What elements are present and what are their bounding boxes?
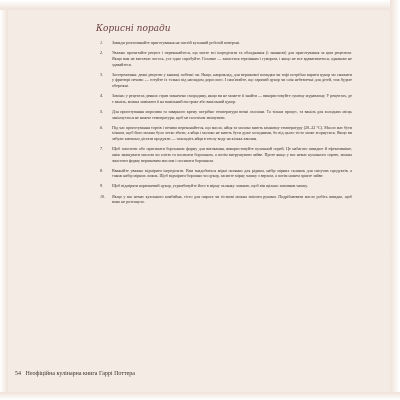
page-edge-right (390, 0, 400, 400)
tips-list (100, 40, 352, 209)
tip-text: Щоб відміряти коричневий цукор, утрамбовуйте його в мірну склянку ложкою, щоб він щільно заповнив чашку. (112, 183, 308, 189)
tip-number: 2. (100, 50, 104, 56)
page-footer (15, 371, 135, 377)
tip-number: 8. (100, 167, 104, 173)
tip-item (100, 125, 352, 142)
tip-item (100, 183, 352, 189)
tip-number: 9. (100, 183, 104, 189)
book-title: Неофіційна кулінарна книга Гаррі Поттера (25, 371, 135, 377)
tip-number: 10. (100, 193, 106, 199)
tip-number: 4. (100, 93, 104, 99)
tip-item (100, 146, 352, 163)
tip-number: 5. (100, 108, 104, 114)
tip-number: 3. (100, 71, 104, 77)
page-edge-bottom (0, 392, 400, 400)
tip-text: Заміна: у рецептах деяких страв зазначено смородину, якщо ви не можете її знайти — використовуйте сушену журавлину. У рецептах, де є ваніль, можна замінити її на ванільний екстракт або ванільний цукор. (112, 93, 352, 104)
tip-text: Для приготування морозива та заварного крему потрібно температури вочні охолони. Та тільки процес, та ваніль для холодних місць закінчується не нижче температури, щоб не поспіхом змішувати. (112, 108, 352, 120)
tip-text: Щоб змастити або присипати борошном форму для випікання, використовуйте кухонний спрей. Це набагато швидше й ефективніше, аніж змащувати маслом чи олією та посипати борошном, а потім витрушувати зайве. Проте якщо у вас немає кухонного спрею, можна змастити форму вершковим маслом і посипати борошном. (112, 146, 352, 163)
section-title: Корисні поради (96, 24, 171, 34)
tip-text: Застереження: деякі рецепти у книжці побічні чи. Якщо, наприклад, для вершкової помадки чи тофі потрібно варити цукор чи смажити у фритюрі печиво — готуйте їх тільки під наглядом дорослого. І пам'ятайте, що гарячий цукор чи олія небезпечні для дітей, тож будьте обережні. (112, 71, 352, 88)
tip-text: Уважно прочитайте рецепт і переконайтеся, що маєте всі інгредієнти та обладнання (і знаннєві) для приготування за цим рецептом. Якщо вам не вистачає чогось, усе одно спробуйте. Головне — запастися терпінням і гумором, і якщо не все вдаватиметься, однаково не здавайтеся. (112, 50, 352, 67)
page-number: 54 (15, 371, 21, 377)
tip-number: 1. (100, 40, 104, 45)
tip-item (100, 109, 352, 120)
tip-text: Вважайте уважно відміряти інгредієнти. Вам знадобиться мірні склянки для рідини, набір мірних склянок для сипучих продуктів, а також набір мірних ложок. Щоб відміряти борошно чи цукор, засипте мірну чашку з верхом, а потім ножем зріжте зайве. (112, 167, 352, 179)
tip-text: Під час приготування тортів і печива переконайтеся, що масло, яйця та молоко мають кімнатну температуру (20–22 °С). Масло має бути м'яким, щоб його можна було легко збити, а яйця і молоко не мають бути дуже холодними, бо від цього тісто може згорнутися. Якщо ви забули завчасно дістати продукти — покладіть яйця в теплу воду на кілька хвилин. (112, 124, 352, 142)
page-edge-left (0, 0, 8, 400)
tip-text: Завжди розпочинайте приготування на чистій кухонній робочій поверхні. (112, 40, 241, 45)
tip-item (100, 72, 352, 89)
tip-item (100, 50, 352, 67)
tip-number: 7. (100, 146, 104, 152)
tip-text: Якщо у вас немає кухонного комбайна, тісто для пирога чи гісткові можна змісити руками. Подрібнювати масло робіть швидко, щоб воно не розтануло. (112, 193, 352, 205)
page-edge-top (0, 0, 400, 10)
tip-item (100, 40, 352, 46)
tip-item (100, 93, 352, 104)
tip-number: 6. (100, 124, 104, 130)
tip-item (100, 168, 352, 179)
tip-item (100, 194, 352, 205)
